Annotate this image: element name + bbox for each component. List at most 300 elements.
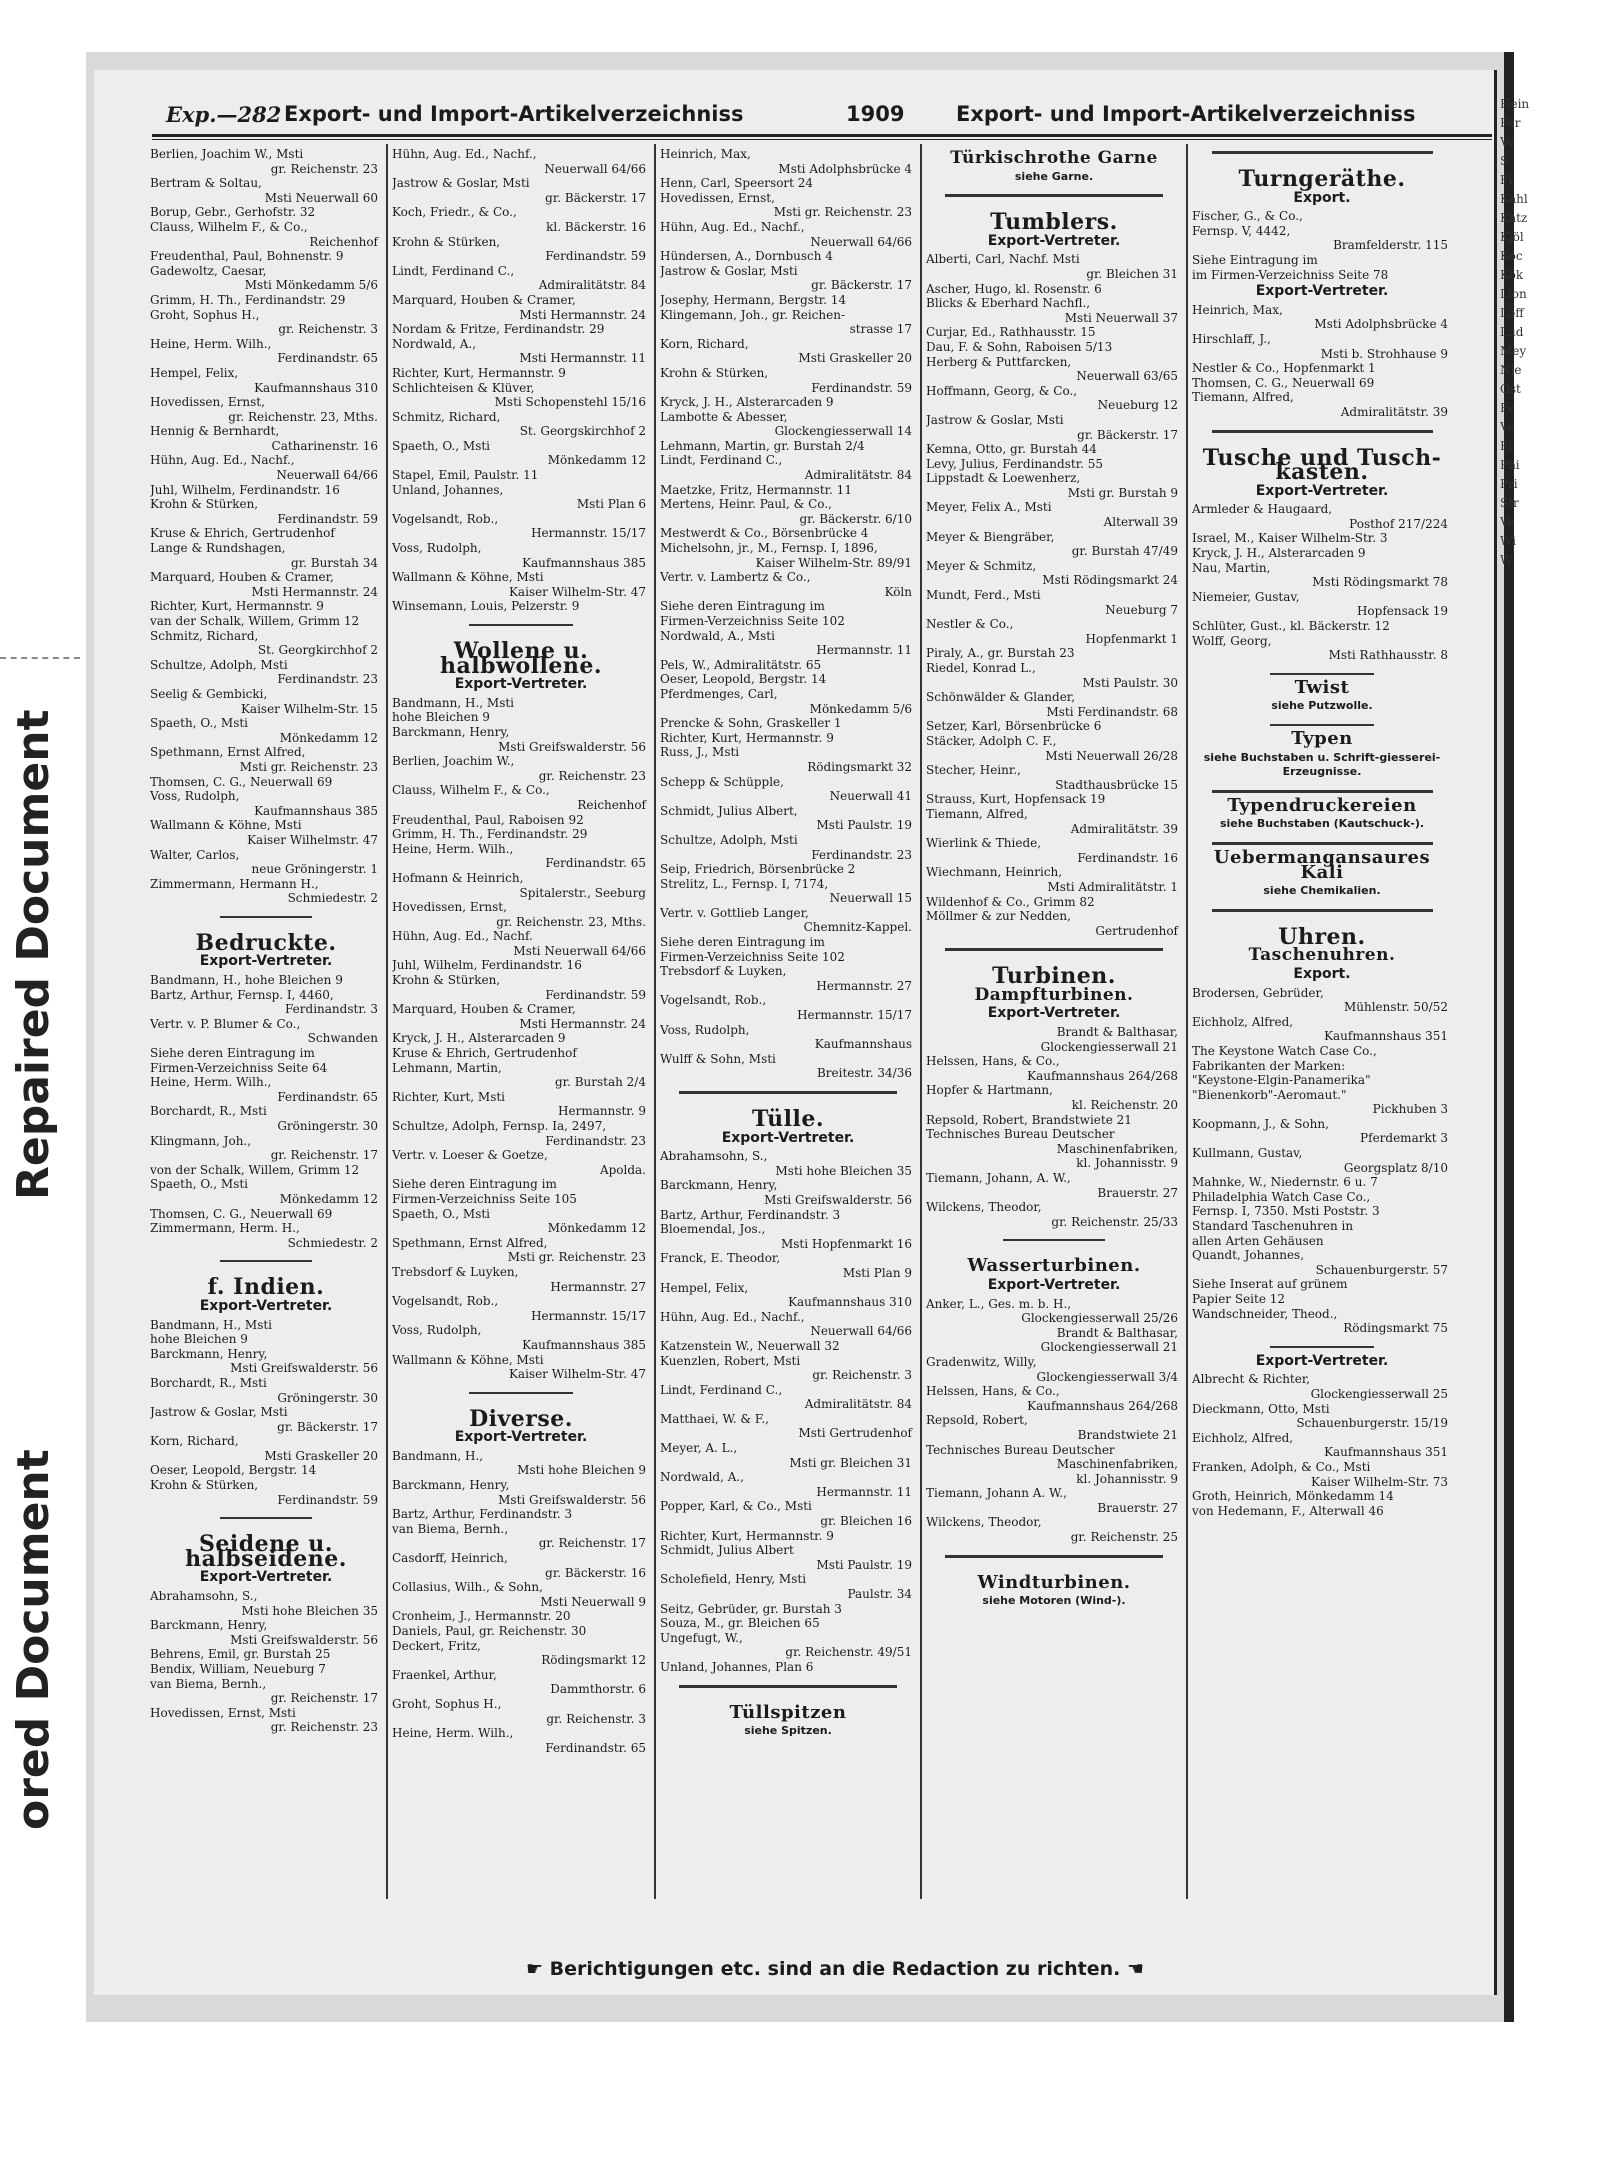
entry-line: Tiemann, Johann A. W., [926, 1486, 1067, 1501]
entry-line: Thomsen, C. G., Neuerwall 69 [150, 774, 333, 789]
entry-list [392, 147, 650, 614]
section-rule [945, 948, 1163, 951]
entry-line: Reichenhof [309, 234, 378, 249]
section-rule [1270, 1346, 1374, 1348]
entry-line: Schultze, Adolph, Fernsp. Ia, 2497, [392, 1119, 607, 1133]
entry-line: Nordwald, A., [392, 336, 477, 351]
entry-line: Niemeier, Gustav, [1192, 589, 1300, 604]
entry-line: Maschinenfabriken, [1056, 1141, 1178, 1156]
entry-line: Bartz, Arthur, Ferdinandstr. 3 [392, 1507, 573, 1522]
entry-line: Lippstadt & Loewenherz, [926, 471, 1081, 486]
entry-line: Kaufmannshaus 264/268 [1027, 1398, 1178, 1413]
entry-line: Msti Greifswalderstr. 56 [498, 1492, 646, 1507]
entry-line: Helssen, Hans, & Co., [926, 1384, 1060, 1399]
entry-list [392, 1449, 650, 1755]
entry-line: Rödingsmarkt 32 [807, 759, 912, 774]
section-title: Bedruckte. [195, 929, 337, 956]
section-title: Twist [1294, 676, 1350, 698]
entry-line: Lion [1500, 287, 1527, 301]
section-rule [945, 1555, 1163, 1558]
section-title: Uebermangansaures Kali [1213, 846, 1431, 883]
entry-line: Hühn, Aug. Ed., Nachf., [392, 147, 537, 161]
section-rule [1003, 1239, 1105, 1241]
column-4 [926, 147, 1182, 1897]
entry-line: Ungefugt, W., [660, 1630, 743, 1645]
entry-line: Kahl [1500, 192, 1528, 206]
side-label-2: ored Document [8, 1449, 59, 1830]
entry-line: Barckmann, Henry, [150, 1346, 268, 1361]
entry-line: Hovedissen, Ernst, [150, 395, 265, 410]
section-title: Diverse. [469, 1405, 573, 1432]
entry-line: Russ, J., Msti [660, 745, 740, 760]
section-subtitle: Export-Vertreter. [1255, 283, 1389, 300]
entry-line: gr. Burstah 34 [291, 555, 378, 570]
entry-line: Meyer, Felix A., Msti [926, 500, 1052, 515]
entry-line: Hermannstr. 15/17 [531, 1308, 646, 1323]
entry-line: Nestler & Co., [926, 617, 1014, 632]
entry-line: Franken, Adolph, & Co., Msti [1192, 1459, 1371, 1474]
entry-line: Standard Taschenuhren in [1192, 1219, 1354, 1234]
entry-line: Siehe deren Eintragung im [660, 599, 825, 614]
entry-line: Borchardt, R., Msti [150, 1375, 267, 1390]
entry-line: Bloemendal, Jos., [660, 1222, 766, 1237]
entry-list [926, 1297, 1182, 1545]
entry-line: Quandt, Johannes, [1192, 1248, 1305, 1263]
entry-line: Stadthausbrücke 15 [1055, 777, 1178, 792]
entry-line: gr. Reichenstr. 3 [546, 1711, 646, 1726]
entry-line: Fischer, G., & Co., [1192, 209, 1303, 224]
entry-line: Mönkedamm 5/6 [809, 701, 912, 716]
header-left-title: Export- und Import-Artikelverzeichniss [284, 102, 744, 126]
entry-line: Kaufmannshaus 351 [1324, 1029, 1448, 1044]
entry-line: Nau, Martin, [1192, 560, 1271, 575]
entry-line: Hermannstr. 15/17 [531, 526, 646, 541]
header-year: 1909 [846, 102, 905, 126]
entry-line: Koopmann, J., & Sohn, [1192, 1116, 1329, 1131]
entry-line: Fernsp. V, 4442, [1192, 223, 1291, 238]
entry-line: Glockengiesserwall 21 [1040, 1039, 1178, 1054]
entry-line: Mey [1500, 344, 1527, 358]
entry-line: Mestwerdt & Co., Börsenbrücke 4 [660, 526, 869, 541]
page-number: Exp.—282 [166, 102, 282, 127]
entry-line: Kaufmannshaus 385 [522, 555, 646, 570]
section-title: Dampfturbinen. [974, 984, 1134, 1005]
entry-line: Cronheim, J., Hermannstr. 20 [392, 1609, 571, 1624]
entry-list [660, 1149, 916, 1674]
entry-line: Grimm, H. Th., Ferdinandstr. 29 [150, 292, 346, 307]
entry-line: Bandmann, H., [392, 1448, 484, 1463]
entry-line: Spaeth, O., Msti [150, 1177, 249, 1192]
entry-line: kl. Reichenstr. 20 [1071, 1098, 1178, 1113]
entry-line: Koc [1500, 249, 1523, 263]
entry-line: Löff [1500, 306, 1524, 320]
entry-line: Vogelsandt, Rob., [392, 1294, 499, 1309]
entry-line: St. Georgkirchhof 2 [257, 643, 378, 658]
entry-line: kl. Johannisstr. 9 [1076, 1471, 1178, 1486]
entry-line: Barckmann, Henry, [392, 724, 510, 739]
section-note: siehe Buchstaben (Kautschuck-). [1219, 817, 1425, 831]
entry-line: Rödingsmarkt 12 [541, 1653, 646, 1668]
entry-line: Ferdinandstr. 59 [277, 511, 378, 526]
entry-line: Mertens, Heinr. Paul, & Co., [660, 497, 832, 512]
entry-line: Schultze, Adolph, Msti [150, 657, 288, 672]
entry-line: Bertram & Soltau, [150, 176, 262, 191]
entry-line: Hoffmann, Georg, & Co., [926, 383, 1078, 398]
entry-line: Pferdmenges, Carl, [660, 686, 778, 701]
entry-list [150, 1589, 382, 1735]
entry-line: Freudenthal, Paul, Raboisen 92 [392, 812, 584, 827]
entry-line: Juhl, Wilhelm, Ferdinandstr. 16 [150, 482, 340, 497]
entry-line: Hündersen, A., Dornbusch 4 [660, 249, 833, 264]
entry-line: van der Schalk, Willem, Grimm 12 [150, 614, 360, 628]
entry-line: Richter, Kurt, Msti [392, 1089, 506, 1104]
entry-line: Wilckens, Theodor, [926, 1200, 1042, 1215]
entry-line: Vogelsandt, Rob., [660, 993, 767, 1008]
entry-line: Nestler & Co., Hopfenmarkt 1 [1192, 361, 1376, 376]
entry-line: Barckmann, Henry, [392, 1478, 510, 1493]
entry-line: Msti Greifswalderstr. 56 [230, 1361, 378, 1376]
entry-line: Dammthorstr. 6 [550, 1682, 646, 1697]
entry-line: Borchardt, R., Msti [150, 1104, 267, 1119]
entry-line: Eichholz, Alfred, [1192, 1430, 1294, 1445]
entry-line: Marquard, Houben & Cramer, [392, 292, 576, 307]
entry-line: Vertr. v. Gottlieb Langer, [660, 905, 809, 920]
entry-line: Kaufmannshaus 264/268 [1027, 1068, 1178, 1083]
entry-line: Hühn, Aug. Ed., Nachf., [150, 453, 295, 468]
section-title: Typendruckereien [1227, 794, 1417, 816]
entry-line: Spethmann, Ernst Alfred, [392, 1235, 548, 1250]
entry-line: Freudenthal, Paul, Bohnenstr. 9 [150, 249, 344, 264]
entry-line: Kullmann, Gustav, [1192, 1146, 1303, 1161]
entry-line: Msti Neuerwall 60 [264, 190, 378, 205]
entry-line: Msti Mönkedamm 5/6 [244, 278, 378, 293]
entry-line: Spaeth, O., Msti [392, 1206, 491, 1221]
entry-line: Brandt & Balthasar, [1056, 1025, 1178, 1040]
entry-line: Lange & Rundshagen, [150, 541, 286, 556]
entry-line: Kruse & Ehrich, Gertrudenhof [392, 1046, 577, 1061]
entry-line: Kaufmannshaus 310 [254, 380, 378, 395]
entry-line: Bandmann, H., hohe Bleichen 9 [150, 973, 343, 988]
section-subtitle: Export-Vertreter. [454, 676, 588, 693]
entry-line: Korn, Richard, [660, 336, 749, 351]
entry-line: Anker, L., Ges. m. b. H., [926, 1296, 1072, 1311]
entry-line: gr. Reichenstr. 3 [812, 1368, 912, 1383]
entry-line: Schlichteisen & Klüver, [392, 380, 535, 395]
entry-line: gr. Burstah 47/49 [1071, 544, 1178, 559]
entry-line: Breitestr. 34/36 [816, 1066, 912, 1081]
section-title: Uhren. [1278, 923, 1366, 950]
entry-line: Seip, Friedrich, Börsenbrücke 2 [660, 862, 856, 877]
entry-line: Kaiser Wilhelm-Str. 15 [240, 701, 378, 716]
entry-line: Glockengiesserwall 14 [774, 424, 912, 439]
entry-line: Köln [884, 584, 912, 599]
entry-line: gr. Bäckerstr. 17 [277, 1419, 378, 1434]
entry-line: Georgsplatz 8/10 [1343, 1160, 1448, 1175]
entry-line: Msti Neuerwall 9 [540, 1594, 646, 1609]
entry-line: Kruse & Ehrich, Gertrudenhof [150, 526, 335, 541]
entry-line: Winsemann, Louis, Pelzerstr. 9 [392, 599, 580, 614]
entry-list [1192, 303, 1452, 420]
entry-list [1192, 502, 1452, 663]
section-rule [1212, 151, 1433, 154]
entry-line: Kryck, J. H., Alsterarcaden 9 [660, 395, 834, 410]
entry-line: Neueburg 12 [1097, 398, 1178, 413]
entry-line: Hempel, Felix, [660, 1280, 749, 1295]
entry-line: Kryck, J. H., Alsterarcaden 9 [392, 1031, 566, 1046]
entry-line: Herberg & Puttfarcken, [926, 354, 1072, 369]
entry-line: Pels, W., Admiralitätstr. 65 [660, 657, 822, 672]
entry-line: Siehe deren Eintragung im [660, 935, 825, 950]
entry-line: Tiemann, Alfred, [926, 806, 1028, 821]
entry-line: Msti gr. Reichenstr. 23 [507, 1250, 646, 1265]
entry-line: Siehe deren Eintragung im [150, 1046, 315, 1061]
adjacent-page-fragment [1500, 95, 1600, 1895]
entry-line: Msti Rathhausstr. 8 [1328, 648, 1448, 663]
section-rule [1212, 909, 1433, 912]
entry-line: Mönkedamm 12 [279, 730, 378, 745]
entry-line: Koch, Friedr., & Co., [392, 205, 517, 220]
section-note: siehe Chemikalien. [1263, 884, 1381, 898]
entry-line: Dieckmann, Otto, Msti [1192, 1401, 1330, 1416]
entry-line: Catharinenstr. 16 [271, 438, 378, 453]
entry-line: Schmitz, Richard, [392, 409, 501, 424]
entry-line: Schmiedestr. 2 [287, 891, 378, 906]
section-subtitle: Export. [1293, 189, 1351, 206]
entry-line: Heinrich, Max, [1192, 302, 1283, 317]
entry-line: Krohn & Stürken, [150, 1478, 259, 1493]
entry-line: Unland, Johannes, Plan 6 [660, 1659, 814, 1674]
section-subtitle: Export-Vertreter. [454, 1429, 588, 1446]
entry-line: Hermannstr. 15/17 [797, 1008, 912, 1023]
entry-line: Kaiser Wilhelmstr. 47 [247, 832, 378, 847]
section-title: Tusche und Tusch-kasten. [1202, 444, 1442, 486]
entry-line: gr. Bäckerstr. 16 [545, 1565, 646, 1580]
entry-line: Mühlenstr. 50/52 [1343, 1000, 1448, 1015]
entry-line: gr. Reichenstr. 25 [1070, 1530, 1178, 1545]
footer-text: Berichtigungen etc. sind an die Redaction zu richten. [549, 1958, 1121, 1980]
entry-line: Chemnitz-Kappel. [803, 920, 912, 935]
column-divider [1186, 144, 1188, 1899]
entry-line: Seelig & Gembicki, [150, 686, 268, 701]
entry-list [150, 1318, 382, 1508]
entry-line: Msti Hermannstr. 24 [519, 307, 646, 322]
entry-line: gr. Bleichen 31 [1086, 266, 1178, 281]
entry-line: Ferdinandstr. 65 [277, 1089, 378, 1104]
entry-line: Kaiser Wilhelm-Str. 47 [508, 1367, 646, 1382]
entry-line: Alberti, Carl, Nachf. Msti [926, 252, 1080, 267]
entry-line: Maschinenfabriken, [1056, 1457, 1178, 1472]
entry-line: Fi [1500, 173, 1513, 187]
entry-line: Msti Schopenstehl 15/16 [494, 395, 646, 410]
entry-line: Msti Paulstr. 30 [1082, 675, 1178, 690]
entry-line: Behrens, Emil, gr. Burstah 25 [150, 1647, 331, 1662]
column-divider [654, 144, 656, 1899]
entry-list [926, 252, 1182, 938]
entry-line: Voss, Rudolph, [392, 1323, 482, 1338]
entry-line: Ferdinandstr. 65 [277, 351, 378, 366]
section-rule [1212, 842, 1433, 845]
entry-line: Hovedissen, Ernst, Msti [150, 1705, 296, 1720]
entry-line: Msti Adolphsbrücke 4 [1314, 317, 1448, 332]
entry-line: Hopfenmarkt 1 [1085, 631, 1178, 646]
entry-line: Fernsp. I, 7350. Msti Poststr. 3 [1192, 1204, 1380, 1219]
entry-line: gr. Bäckerstr. 17 [811, 278, 912, 293]
entry-line: Brandstwiete 21 [1077, 1427, 1178, 1442]
section-rule [945, 194, 1163, 197]
entry-line: Brandt & Balthasar, [1056, 1325, 1178, 1340]
entry-line: Katz [1500, 211, 1528, 225]
section-rule [1270, 724, 1374, 726]
section-subtitle: Export-Vertreter. [721, 1129, 855, 1146]
section-title: Tumblers. [990, 209, 1118, 236]
entry-line: Msti hohe Bleichen 35 [241, 1603, 378, 1618]
entry-list [926, 1025, 1182, 1229]
entry-line: Fraenkel, Arthur, [392, 1667, 497, 1682]
entry-line: Admiralitätstr. 84 [538, 278, 646, 293]
entry-line: kl. Johannisstr. 9 [1076, 1156, 1178, 1171]
entry-line: Hermannstr. 27 [550, 1279, 646, 1294]
entry-line: Schauenburgerstr. 15/19 [1296, 1416, 1448, 1431]
entry-line: Msti Neuerwall 37 [1064, 310, 1178, 325]
entry-line: Msti gr. Bleichen 31 [789, 1455, 912, 1470]
entry-line: Spitalerstr., Seeburg [519, 885, 646, 900]
entry-line: Wildenhof & Co., Grimm 82 [926, 894, 1095, 909]
entry-line: Msti gr. Burstah 9 [1067, 485, 1178, 500]
entry-line: Rödingsmarkt 75 [1343, 1321, 1448, 1336]
entry-line: Barckmann, Henry, [150, 1618, 268, 1633]
entry-line: "Keystone-Elgin-Panamerika" [1192, 1073, 1371, 1088]
entry-line: Kaiser Wilhelm-Str. 89/91 [755, 555, 912, 570]
entry-line: Brauerstr. 27 [1097, 1185, 1178, 1200]
entry-line: Technisches Bureau Deutscher [926, 1442, 1115, 1457]
entry-line: Wolff, Georg, [1192, 633, 1272, 648]
entry-line: Stäcker, Adolph C. F., [926, 733, 1057, 748]
page-header [166, 102, 1506, 132]
entry-line: gr. Reichenstr. 17 [270, 1148, 378, 1163]
entry-line: im Firmen-Verzeichniss Seite 78 [1192, 267, 1389, 282]
entry-line: Kemna, Otto, gr. Burstah 44 [926, 442, 1097, 457]
header-rule [152, 134, 1492, 140]
entry-line: Mönkedamm 12 [279, 1191, 378, 1206]
entry-line: Msti Rödingsmarkt 78 [1312, 575, 1448, 590]
entry-line: Pickhuben 3 [1372, 1102, 1448, 1117]
entry-line: Jastrow & Goslar, Msti [926, 412, 1064, 427]
entry-line: Msti b. Strohhause 9 [1320, 346, 1448, 361]
entry-line: Neuerwall 64/66 [810, 234, 912, 249]
entry-line: Msti Greifswalderstr. 56 [764, 1192, 912, 1207]
entry-line: Hermannstr. 11 [816, 1484, 912, 1499]
entry-line: Reichenhof [577, 797, 646, 812]
section-subtitle: Export. [1293, 965, 1351, 982]
section-title: Tüllspitzen [729, 1701, 847, 1723]
column-divider [920, 144, 922, 1899]
entry-line: Schepp & Schüpple, [660, 774, 784, 789]
entry-line: Hein [1500, 97, 1530, 111]
entry-line: Paulstr. 34 [847, 1587, 912, 1601]
entry-line: Krohn & Stürken, [660, 365, 769, 380]
entry-line: Msti Plan 6 [576, 497, 646, 512]
entry-line: Thomsen, C. G., Neuerwall 69 [150, 1206, 333, 1221]
entry-line: Berlien, Joachim W., Msti [150, 147, 304, 161]
entry-line: Juhl, Wilhelm, Ferdinandstr. 16 [392, 958, 582, 973]
entry-line: Heine, Herm. Wilh., [150, 336, 272, 351]
section-rule [679, 1685, 897, 1688]
entry-line: Msti hohe Bleichen 35 [775, 1163, 912, 1178]
entry-line: Grimm, H. Th., Ferdinandstr. 29 [392, 827, 588, 842]
entry-line: Schmidt, Julius Albert [660, 1543, 794, 1558]
entry-line: Msti Adolphsbrücke 4 [778, 161, 912, 176]
entry-line: gr. Bäckerstr. 6/10 [799, 511, 912, 526]
entry-line: Mönkedamm 12 [547, 1221, 646, 1236]
entry-line: Firmen-Verzeichniss Seite 105 [392, 1191, 577, 1206]
section-subtitle: Export-Vertreter. [1255, 482, 1389, 499]
entry-line: Armleder & Haugaard, [1192, 502, 1333, 517]
entry-line: von Hedemann, F., Alterwall 46 [1192, 1503, 1384, 1518]
entry-line: Riedel, Konrad L., [926, 661, 1036, 675]
entry-line: Curjar, Ed., Rathhausstr. 15 [926, 325, 1096, 340]
entry-line: Nordwald, A., [660, 1470, 745, 1485]
entry-line: Msti gr. Reichenstr. 23 [239, 759, 378, 774]
entry-line: Glockengiesserwall 25/26 [1021, 1311, 1178, 1326]
entry-line: Schlüter, Gust., kl. Bäckerstr. 12 [1192, 619, 1390, 634]
entry-line: Wiechmann, Heinrich, [926, 865, 1063, 880]
entry-line: Glockengiesserwall 25 [1310, 1386, 1448, 1401]
entry-line: Neuerwall 64/66 [810, 1324, 912, 1339]
pointing-hand-icon: ☚ [1120, 1958, 1145, 1980]
entry-line: Michelsohn, jr., M., Fernsp. I, 1896, [660, 541, 878, 556]
entry-line: Collasius, Wilh., & Sohn, [392, 1580, 543, 1595]
entry-line: Gradenwitz, Willy, [926, 1354, 1037, 1369]
entry-line: Bandmann, H., Msti [150, 1317, 273, 1332]
entry-line: Msti Admiralitätstr. 1 [1047, 879, 1178, 894]
entry-line: Voss, Rudolph, [660, 1022, 750, 1037]
entry-line: Schultze, Adolph, Msti [660, 832, 798, 847]
entry-line: Gröningerstr. 30 [277, 1390, 378, 1405]
entry-line: Msti hohe Bleichen 9 [517, 1463, 646, 1478]
entry-line: Gertrudenhof [1095, 923, 1178, 938]
entry-list [1192, 986, 1452, 1336]
entry-line: Firmen-Verzeichniss Seite 102 [660, 614, 845, 628]
entry-line: Jastrow & Goslar, Msti [660, 263, 798, 278]
entry-line: St. Georgskirchhof 2 [519, 424, 646, 439]
column-divider [386, 144, 388, 1899]
entry-line: Unland, Johannes, [392, 482, 504, 497]
entry-line: Siehe deren Eintragung im [392, 1177, 557, 1192]
entry-line: Voss, Rudolph, [392, 541, 482, 556]
entry-line: Ferdinandstr. 65 [545, 856, 646, 871]
entry-line: Klingmann, Joh., [150, 1133, 252, 1148]
entry-line: Meyer & Schmitz, [926, 558, 1037, 573]
entry-line: Msti Plan 9 [842, 1265, 912, 1280]
section-title: Türkischrothe Garne [950, 148, 1158, 168]
entry-line: Lehmann, Martin, gr. Burstah 2/4 [660, 438, 865, 453]
entry-line: Bartz, Arthur, Fernsp. I, 4460, [150, 987, 334, 1002]
entry-line: gr. Reichenstr. 49/51 [785, 1645, 912, 1660]
entry-line: Zimmermann, Hermann H., [150, 876, 319, 891]
entry-line: Deckert, Fritz, [392, 1638, 481, 1653]
entry-line: hohe Bleichen 9 [150, 1332, 248, 1347]
entry-line: Kaufmannshaus 385 [522, 1337, 646, 1352]
entry-line: gr. Reichenstr. 3 [278, 322, 378, 337]
entry-line: Maetzke, Fritz, Hermannstr. 11 [660, 482, 852, 497]
entry-line: gr. Reichenstr. 17 [538, 1536, 646, 1551]
entry-line: Neuerwall 15 [829, 891, 912, 906]
entry-line: Brauerstr. 27 [1097, 1500, 1178, 1515]
entry-line: Schmiedestr. 2 [287, 1235, 378, 1250]
entry-line: Oeser, Leopold, Bergstr. 14 [150, 1463, 317, 1478]
section-title: Turbinen. [992, 963, 1116, 990]
entry-line: Nordwald, A., Msti [660, 628, 775, 643]
